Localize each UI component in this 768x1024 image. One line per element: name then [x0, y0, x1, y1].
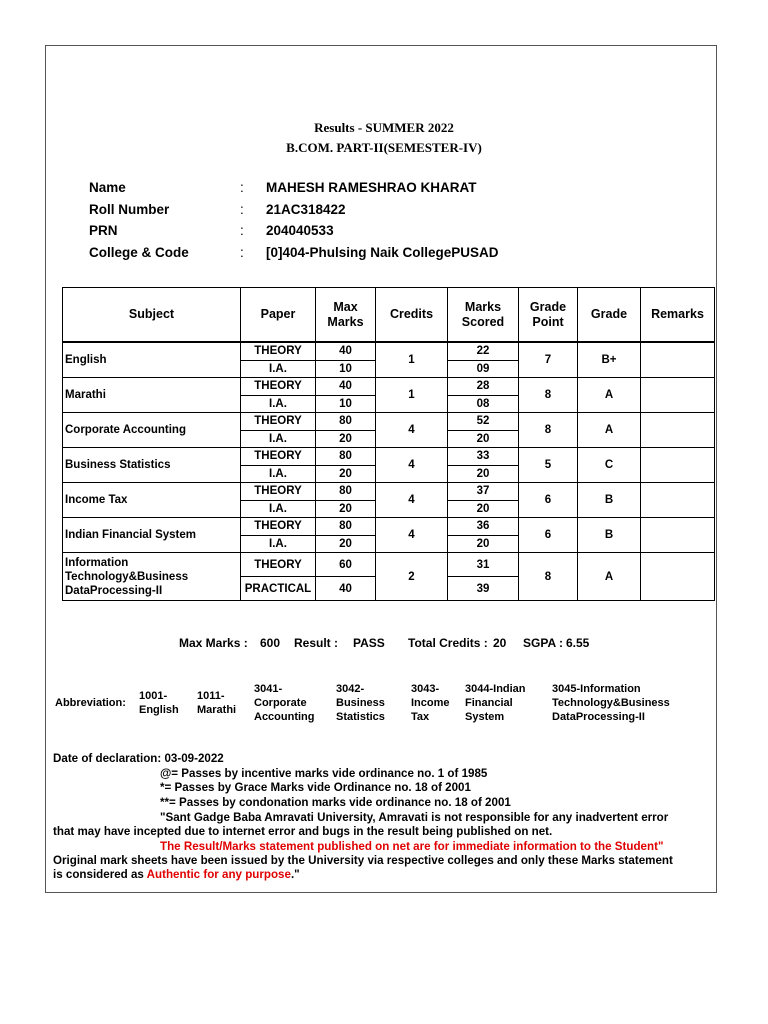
prn-value: 204040533: [266, 223, 334, 238]
remarks: [641, 483, 715, 518]
paper-header: Paper: [241, 288, 316, 343]
table-row: [63, 518, 715, 536]
max-marks: 40: [316, 342, 376, 360]
abbreviation-item: 3041- Corporate Accounting: [254, 683, 315, 723]
prn-label: PRN: [89, 223, 118, 238]
remarks: [641, 342, 715, 378]
disclaimer-line-2: that may have incepted due to internet error and bugs in the result being published on net.: [53, 825, 553, 838]
max-marks: 80: [316, 413, 376, 431]
paper-type: THEORY: [241, 342, 316, 360]
paper-type: THEORY: [241, 448, 316, 466]
remarks: [641, 518, 715, 553]
result-label: Result :: [294, 636, 339, 650]
abbreviation-item: 1001- English: [139, 690, 179, 716]
paper-type: I.A.: [241, 465, 316, 483]
remarks: [641, 378, 715, 413]
max-marks: 20: [316, 430, 376, 448]
result-value: PASS: [353, 636, 385, 650]
paper-type: THEORY: [241, 413, 316, 431]
marks-scored: 08: [448, 395, 519, 413]
subject-name: Business Statistics: [63, 448, 241, 483]
abbreviation-item: 3043- Income Tax: [411, 683, 450, 723]
marks-scored: 20: [448, 430, 519, 448]
max-marks-value: 600: [260, 636, 281, 650]
name-colon: :: [240, 180, 244, 195]
paper-type: THEORY: [241, 553, 316, 577]
grade-point: 8: [519, 553, 578, 601]
max-marks-header: Max Marks: [316, 288, 376, 343]
authentic-text: Authentic for any purpose: [146, 868, 291, 881]
grade: A: [578, 413, 641, 448]
paper-type: THEORY: [241, 483, 316, 501]
grade-point: 8: [519, 413, 578, 448]
marks-scored: 22: [448, 342, 519, 360]
max-marks: 40: [316, 378, 376, 396]
remarks-header: Remarks: [641, 288, 715, 343]
marks-scored: 33: [448, 448, 519, 466]
grade: B: [578, 483, 641, 518]
subject-name: Corporate Accounting: [63, 413, 241, 448]
grade-point: 6: [519, 483, 578, 518]
remarks: [641, 448, 715, 483]
sgpa-label: SGPA :: [523, 636, 564, 650]
grade: A: [578, 553, 641, 601]
total-credits-value: 20: [493, 636, 507, 650]
marks-scored: 09: [448, 360, 519, 378]
abbreviation-label: Abbreviation:: [55, 697, 126, 709]
max-marks: 60: [316, 553, 376, 577]
subject-name: English: [63, 342, 241, 378]
grade-point: 8: [519, 378, 578, 413]
subject-name: Information Technology&Business DataProcessing-II: [63, 553, 241, 601]
grace-marks-note: *= Passes by Grace Marks vide Ordinance no. 18 of 2001: [160, 781, 471, 794]
paper-type: THEORY: [241, 378, 316, 396]
paper-type: PRACTICAL: [241, 577, 316, 601]
total-credits-label: Total Credits :: [408, 636, 488, 650]
declaration-date: Date of declaration: 03-09-2022: [53, 752, 224, 765]
abbreviation-item: 3042- Business Statistics: [336, 683, 385, 723]
marks-scored: 39: [448, 577, 519, 601]
original-sheets-line-1: Original mark sheets have been issued by the University via respective colleges and only these Marks statement: [53, 854, 673, 867]
name-label: Name: [89, 180, 126, 195]
grade-point: 5: [519, 448, 578, 483]
marks-scored: 31: [448, 553, 519, 577]
table-row: [63, 378, 715, 396]
roll-number-label: Roll Number: [89, 202, 170, 217]
remarks: [641, 553, 715, 601]
max-marks-label: Max Marks :: [179, 636, 248, 650]
grade: A: [578, 378, 641, 413]
grade: B+: [578, 342, 641, 378]
abbreviation-item: 1011- Marathi: [197, 690, 237, 716]
paper-type: I.A.: [241, 430, 316, 448]
college-colon: :: [240, 245, 244, 260]
subject-name: Marathi: [63, 378, 241, 413]
grade-point: 6: [519, 518, 578, 553]
subject-name: Income Tax: [63, 483, 241, 518]
credits-header: Credits: [376, 288, 448, 343]
credits: 4: [376, 483, 448, 518]
marks-scored: 20: [448, 500, 519, 518]
remarks: [641, 413, 715, 448]
max-marks: 80: [316, 518, 376, 536]
max-marks: 20: [316, 465, 376, 483]
incentive-marks-note: @= Passes by incentive marks vide ordinance no. 1 of 1985: [160, 767, 488, 780]
credits: 4: [376, 448, 448, 483]
sgpa-value: 6.55: [566, 636, 590, 650]
marks-scored-header: Marks Scored: [448, 288, 519, 343]
paper-type: I.A.: [241, 395, 316, 413]
max-marks: 10: [316, 395, 376, 413]
paper-type: THEORY: [241, 518, 316, 536]
abbreviation-item: 3045-Information Technology&Business DataProcessing-II: [552, 683, 670, 723]
original-sheets-line-2: is considered as Authentic for any purpose.": [53, 868, 300, 881]
table-row: [63, 413, 715, 431]
roll-number-value: 21AC318422: [266, 202, 346, 217]
paper-type: I.A.: [241, 500, 316, 518]
table-row: [63, 553, 715, 577]
table-row: [63, 448, 715, 466]
table-row: [63, 342, 715, 360]
abbreviation-item: 3044-Indian Financial System: [465, 683, 526, 723]
grade: B: [578, 518, 641, 553]
credits: 1: [376, 378, 448, 413]
grade-point-header: Grade Point: [519, 288, 578, 343]
max-marks: 10: [316, 360, 376, 378]
subject-name: Indian Financial System: [63, 518, 241, 553]
credits: 4: [376, 413, 448, 448]
marks-scored: 36: [448, 518, 519, 536]
credits: 1: [376, 342, 448, 378]
marks-scored: 20: [448, 465, 519, 483]
marks-scored: 37: [448, 483, 519, 501]
grade: C: [578, 448, 641, 483]
max-marks: 80: [316, 448, 376, 466]
marks-table: [62, 287, 715, 601]
paper-type: I.A.: [241, 535, 316, 553]
condonation-marks-note: **= Passes by condonation marks vide ordinance no. 18 of 2001: [160, 796, 511, 809]
grade-point: 7: [519, 342, 578, 378]
prn-colon: :: [240, 223, 244, 238]
name-value: MAHESH RAMESHRAO KHARAT: [266, 180, 477, 195]
subject-header: Subject: [63, 288, 241, 343]
result-title: Results - SUMMER 2022: [314, 120, 454, 135]
max-marks: 40: [316, 577, 376, 601]
disclaimer-line-1: "Sant Gadge Baba Amravati University, Amravati is not responsible for any inadvertent error: [160, 811, 669, 824]
immediate-info-notice: The Result/Marks statement published on net are for immediate information to the Student": [160, 840, 664, 853]
roll-number-colon: :: [240, 202, 244, 217]
table-row: [63, 483, 715, 501]
credits: 4: [376, 518, 448, 553]
table-header-row: [63, 288, 715, 343]
college-label: College & Code: [89, 245, 189, 260]
marks-scored: 28: [448, 378, 519, 396]
max-marks: 80: [316, 483, 376, 501]
grade-header: Grade: [578, 288, 641, 343]
paper-type: I.A.: [241, 360, 316, 378]
marks-scored: 20: [448, 535, 519, 553]
marks-scored: 52: [448, 413, 519, 431]
credits: 2: [376, 553, 448, 601]
course-subtitle: B.COM. PART-II(SEMESTER-IV): [286, 140, 482, 155]
max-marks: 20: [316, 535, 376, 553]
max-marks: 20: [316, 500, 376, 518]
college-value: [0]404-Phulsing Naik CollegePUSAD: [266, 245, 499, 260]
